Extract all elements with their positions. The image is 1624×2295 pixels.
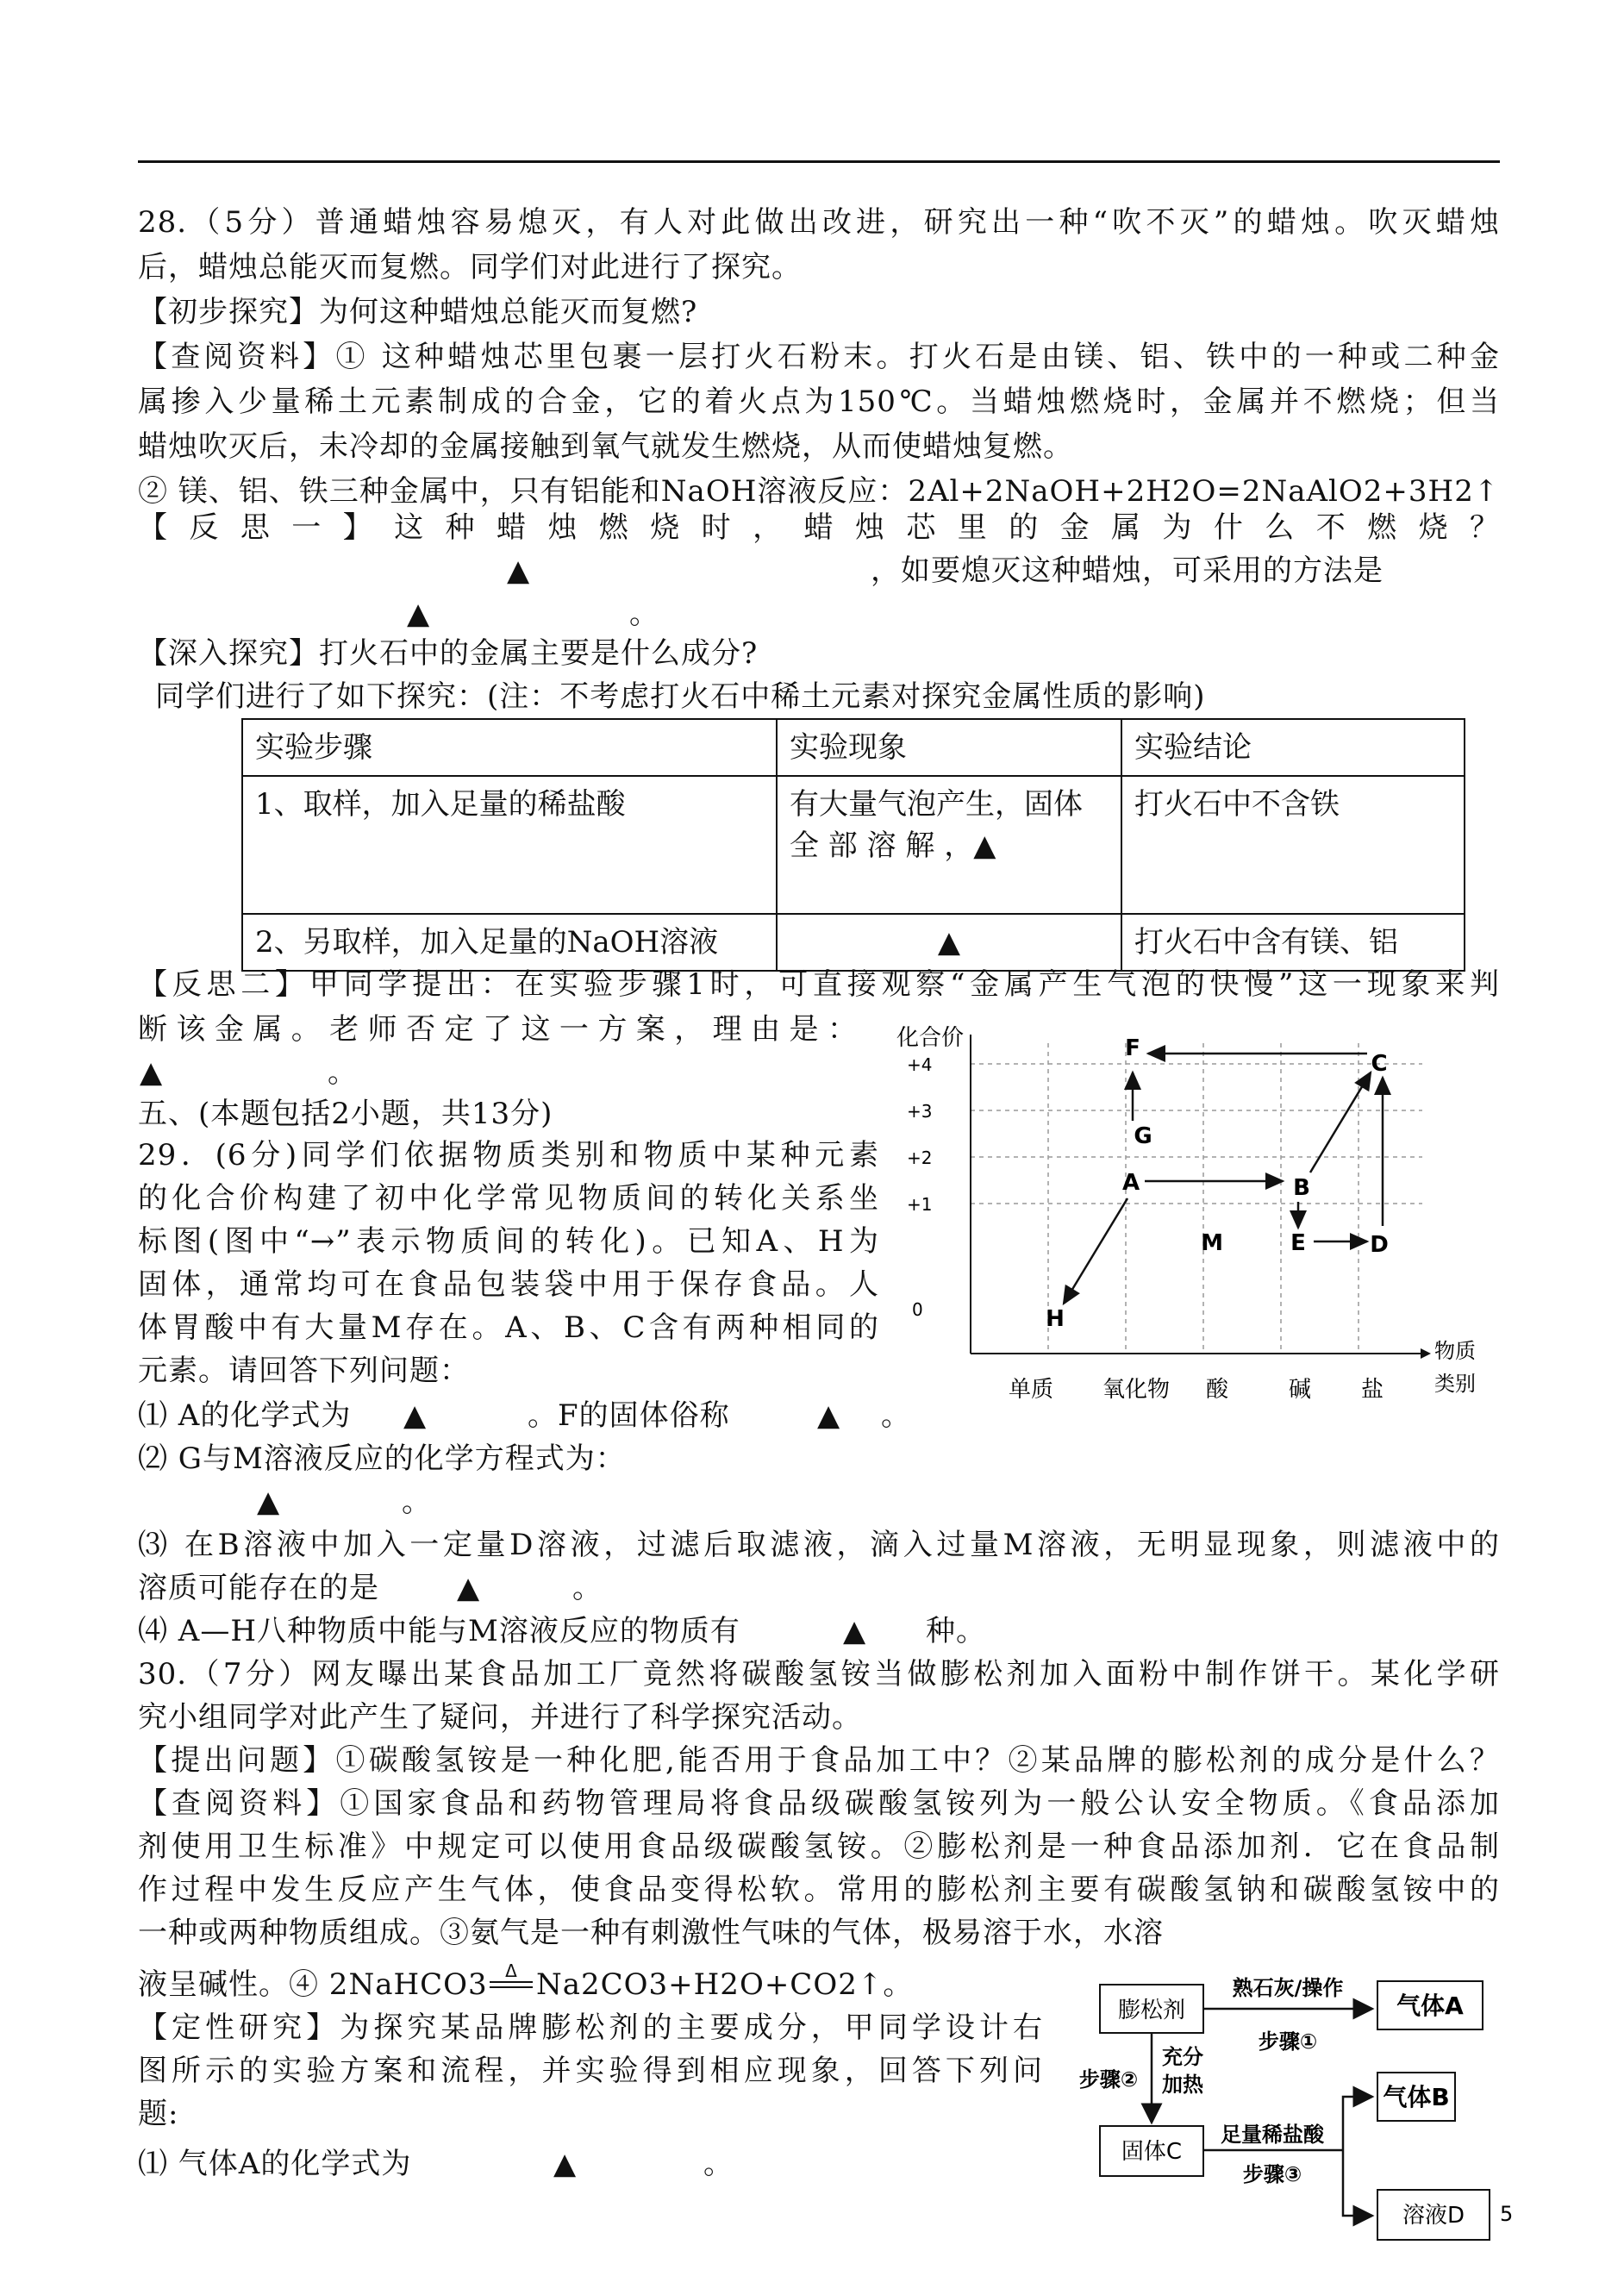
flow-box-label: 膨松剂 — [1117, 1998, 1186, 2023]
table-header-cell: 实验结论 — [1121, 719, 1465, 776]
step-1-reagent: 熟石灰/操作 — [1232, 1976, 1344, 2000]
q29-sub-1-end: 。 — [881, 1398, 911, 1433]
node-M: M — [1201, 1230, 1223, 1256]
table-cell: 打火石中含有镁、铝 — [1121, 914, 1465, 971]
answer-blank-2: ▲ — [407, 597, 431, 631]
step-1-label: 步骤① — [1258, 2029, 1318, 2054]
q29-line-2: 的化合价构建了初中化学常见物质间的转化关系坐 — [138, 1181, 879, 1216]
step-3-reagent: 足量稀盐酸 — [1221, 2123, 1324, 2147]
table-cell: 有大量气泡产生，固体全 部 溶 解 ，▲ — [777, 776, 1121, 914]
q30-line-4: 【查阅资料】①国家食品和药物管理局将食品级碳酸氢铵列为一般公认安全物质。《食品添加 — [138, 1786, 1500, 1821]
arrow-to-solution-d — [1343, 2150, 1372, 2216]
x-tick-label: 盐 — [1360, 1377, 1384, 1403]
answer-blank-3: ▲ — [140, 1055, 164, 1090]
q29-line-6: 元素。请回答下列问题： — [138, 1354, 470, 1388]
q29-sub-4: ⑷ A—H八种物质中能与M溶液反应的物质有 — [138, 1614, 740, 1648]
node-A: A — [1121, 1170, 1140, 1196]
q29-sub-1: ⑴ A的化学式为 — [138, 1398, 352, 1433]
q29-sub-3: ⑶ 在B溶液中加入一定量D溶液，过滤后取滤液，滴入过量M溶液，无明显现象，则滤液中的 — [138, 1528, 1500, 1562]
q30-line-2: 究小组同学对此产生了疑问，并进行了科学探究活动。 — [138, 1700, 862, 1735]
q29-sub-4-end: 种。 — [926, 1614, 986, 1648]
node-F: F — [1125, 1035, 1140, 1061]
heating-symbol — [490, 1962, 533, 1988]
q30-line-3: 【提出问题】①碳酸氢铵是一种化肥,能否用于食品加工中？②某品牌的膨松剂的成分是什么？ — [138, 1743, 1500, 1778]
table-row — [242, 776, 1465, 914]
q29-line-1: 29．(6分)同学们依据物质类别和物质中某种元素 — [138, 1138, 879, 1173]
q30-sub-1: ⑴ 气体A的化学式为 — [138, 2147, 412, 2181]
page-number: 5 — [1500, 2202, 1514, 2226]
x-tick-label: 碱 — [1288, 1377, 1312, 1403]
table-header-row — [242, 719, 1465, 776]
q28-line-4: 【查阅资料】① 这种蜡烛芯里包裹一层打火石粉末。打火石是由镁、铝、铁中的一种或二种金 — [138, 340, 1500, 374]
q29-sub-2: ⑵ G与M溶液反应的化学方程式为： — [138, 1441, 626, 1476]
step-3-label: 步骤③ — [1242, 2162, 1302, 2186]
node-E: E — [1290, 1230, 1306, 1256]
q30-line-8-end: Na2CO3+H2O+CO2↑。 — [536, 1967, 914, 2002]
x-axis-label-1: 物质 — [1434, 1339, 1476, 1363]
flow-box-label: 固体C — [1121, 2139, 1183, 2165]
q30-sub-1-end: 。 — [703, 2147, 734, 2181]
q30-line-10: 图所示的实验方案和流程，并实验得到相应现象，回答下列问 — [138, 2054, 1043, 2088]
q30-line-8: 液呈碱性。④ 2NaHCO3 — [138, 1967, 488, 2002]
q30-line-11: 题: — [138, 2097, 179, 2131]
arrow-A-H — [1064, 1198, 1127, 1304]
node-H: H — [1046, 1306, 1065, 1332]
q29-line-3: 标图(图中“→”表示物质间的转化)。已知A、H为 — [138, 1224, 879, 1259]
y-tick-label: 0 — [912, 1299, 923, 1320]
q29-line-5: 体胃酸中有大量M存在。A、B、C含有两种相同的 — [138, 1310, 879, 1345]
q29-sub-3-end: 。 — [572, 1571, 603, 1605]
q30-line-9: 【定性研究】为探究某品牌膨松剂的主要成分，甲同学设计右 — [138, 2010, 1043, 2045]
answer-blank-9: ▲ — [553, 2147, 578, 2181]
q28-line-14: 断该金属。老师否定了这一方案，理由是： — [138, 1012, 858, 1047]
flow-box-label: 溶液D — [1402, 2203, 1465, 2229]
section-5-title: 五、(本题包括2小题，共13分) — [138, 1097, 553, 1131]
step-2-label: 步骤② — [1078, 2067, 1139, 2092]
q29-sub-3-cont: 溶质可能存在的是 — [138, 1571, 379, 1605]
table-cell: 1、取样，加入足量的稀盐酸 — [242, 776, 777, 914]
table-header-cell: 实验步骤 — [242, 719, 777, 776]
q28-line-9: ，如要熄灭这种蜡烛，可采用的方法是 — [871, 553, 1384, 588]
answer-blank-5: ▲ — [817, 1398, 841, 1433]
q29-sub-2-end: 。 — [402, 1485, 432, 1519]
table-row — [242, 914, 1465, 971]
table-cell: 2、另取样，加入足量的NaOH溶液 — [242, 914, 777, 971]
x-tick-label: 氧化物 — [1102, 1377, 1171, 1403]
q28-line-11: 【深入探究】打火石中的金属主要是什么成分? — [138, 636, 759, 671]
y-axis-label: 化合价 — [896, 1025, 965, 1051]
transition-arrows — [1064, 1054, 1383, 1304]
q28-line-7: ② 镁、铝、铁三种金属中，只有铝能和NaOH溶液反应：2Al+2NaOH+2H2O=2NaAlO2+3H2↑ — [138, 474, 1500, 509]
node-B: B — [1293, 1175, 1310, 1201]
flow-box-label: 气体A — [1396, 1992, 1464, 2020]
q28-line-8: 【 反 思 一 】 这 种 蜡 烛 燃 烧 时 ， 蜡 烛 芯 里 的 金 属 为 什 么 不 燃 烧 ？ — [138, 510, 1500, 545]
x-tick-label: 单质 — [1008, 1377, 1054, 1403]
answer-blank-7: ▲ — [457, 1571, 481, 1605]
q28-line-10-end: 。 — [629, 597, 659, 631]
experiment-table — [241, 718, 1465, 972]
answer-blank-8: ▲ — [843, 1614, 867, 1648]
node-C: C — [1371, 1051, 1388, 1077]
q28-line-3: 【初步探究】为何这种蜡烛总能灭而复燃? — [138, 295, 698, 329]
answer-blank-4: ▲ — [403, 1398, 428, 1433]
q30-line-7: 一种或两种物质组成。③氨气是一种有刺激性气味的气体，极易溶于水，水溶 — [138, 1916, 1164, 1950]
answer-blank-1: ▲ — [507, 553, 531, 588]
q29-sub-1-mid: 。F的固体俗称 — [528, 1398, 730, 1433]
y-tick-label: +1 — [907, 1194, 933, 1215]
x-tick-label: 酸 — [1205, 1377, 1229, 1403]
flow-box-label: 气体B — [1383, 2083, 1450, 2111]
node-D: D — [1370, 1232, 1389, 1258]
x-axis-label-2: 类别 — [1434, 1372, 1476, 1396]
q30-line-5: 剂使用卫生标准》中规定可以使用食品级碳酸氢铵。②膨松剂是一种食品添加剂．它在食品制 — [138, 1829, 1500, 1864]
q28-line-1: 28.（5分）普通蜡烛容易熄灭，有人对此做出改进，研究出一种“吹不灭”的蜡烛。吹灭蜡烛 — [138, 205, 1500, 240]
equals-bar — [490, 1981, 533, 1988]
q28-line-6: 蜡烛吹灭后，未冷却的金属接触到氧气就发生燃烧，从而使蜡烛复燃。 — [138, 429, 1073, 464]
header-rule — [138, 160, 1500, 163]
grid-lines — [971, 1043, 1422, 1354]
arrow-to-gas-b — [1343, 2097, 1372, 2150]
y-tick-label: +4 — [907, 1054, 933, 1075]
flow-diagram — [1069, 1966, 1517, 2267]
q28-line-13: 【反思二】甲同学提出：在实验步骤1时，可直接观察“金属产生气泡的快慢”这一现象来判 — [138, 967, 1500, 1002]
table-header-cell: 实验现象 — [777, 719, 1121, 776]
table-cell: ▲ — [777, 914, 1121, 971]
y-tick-label: +3 — [907, 1101, 933, 1122]
x-axis-arrow-icon — [1421, 1348, 1431, 1359]
q29-line-4: 固体，通常均可在食品包装袋中用于保存食品。人 — [138, 1267, 879, 1302]
q30-line-1: 30.（7分）网友曝出某食品加工厂竟然将碳酸氢铵当做膨松剂加入面粉中制作饼干。某化学研 — [138, 1657, 1500, 1692]
q28-line-15-end: 。 — [328, 1055, 358, 1090]
table-cell: 打火石中不含铁 — [1121, 776, 1465, 914]
step-2-condition: 加热 — [1162, 2073, 1203, 2097]
y-tick-label: +2 — [907, 1148, 933, 1168]
q28-line-2: 后，蜡烛总能灭而复燃。同学们对此进行了探究。 — [138, 250, 802, 285]
step-2-condition: 充分 — [1162, 2045, 1203, 2069]
q28-line-12: 同学们进行了如下探究：(注：不考虑打火石中稀土元素对探究金属性质的影响) — [155, 679, 1206, 714]
valence-graph — [888, 1017, 1491, 1423]
q28-line-5: 属掺入少量稀土元素制成的合金，它的着火点为150℃。当蜡烛燃烧时，金属并不燃烧；但当 — [138, 385, 1500, 419]
q30-line-6: 作过程中发生反应产生气体，使食品变得松软。常用的膨松剂主要有碳酸氢钠和碳酸氢铵中的 — [138, 1873, 1500, 1907]
node-G: G — [1134, 1123, 1152, 1149]
answer-blank-6: ▲ — [257, 1485, 281, 1519]
delta-icon: Δ — [505, 1960, 517, 1981]
